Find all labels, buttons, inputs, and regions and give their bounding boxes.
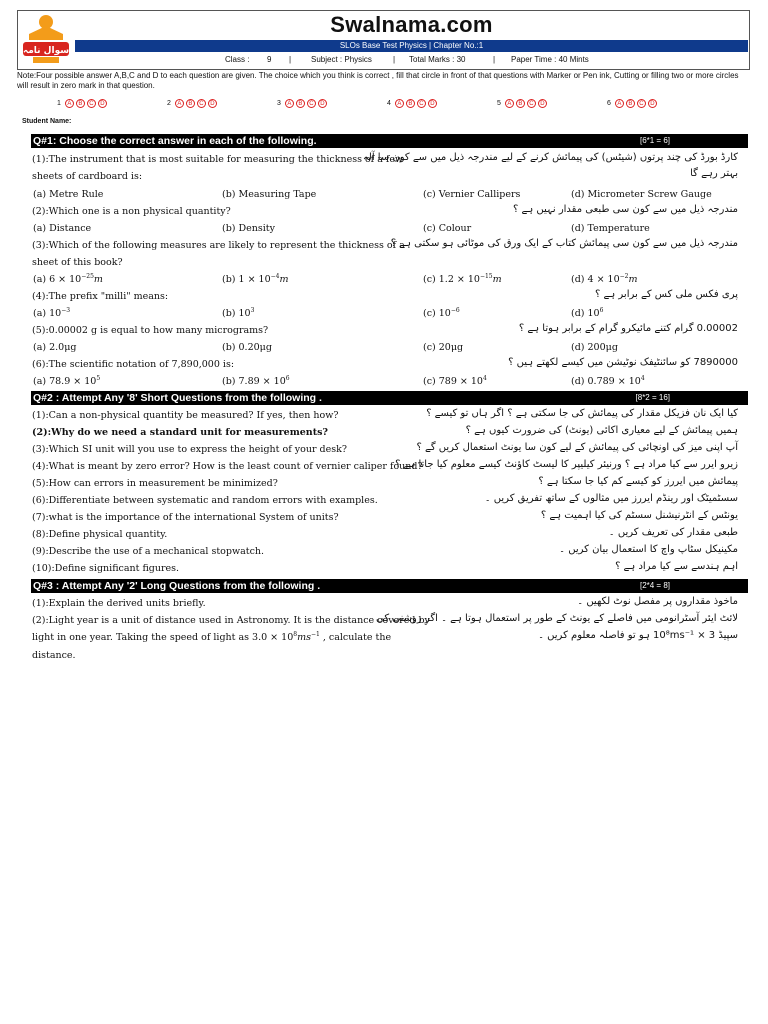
q2-header [31, 391, 748, 405]
option-a-base: (a) 78.9 × 10 [33, 376, 97, 387]
answer-bubble-b[interactable]: B [516, 99, 525, 108]
option-c-base: (c) 789 × 10 [423, 376, 483, 387]
q1-marks: [6*1 = 6] [639, 136, 670, 145]
q3-2-text-end: distance. [32, 650, 76, 661]
q1-5-urdu: 0.00002 گرام کتنے مائیکرو گرام کے برابر ہوتا ہے ؟ [518, 323, 738, 334]
q1-5-option-a[interactable]: (a) 2.0μg [33, 342, 77, 353]
option-a-exp: −25 [81, 272, 94, 280]
q2-item-text: (2):Why do we need a standard unit for measurements? [32, 427, 329, 438]
answer-bubble-b[interactable]: B [76, 99, 85, 108]
paper-time: Paper Time : 40 Mints [511, 55, 589, 64]
bubble-group-q5 [497, 97, 549, 109]
q1-3-text-cont: sheet of this book? [32, 257, 123, 268]
answer-bubble-d[interactable]: D [428, 99, 437, 108]
answer-bubble-c[interactable]: C [417, 99, 426, 108]
answer-bubble-b[interactable]: B [296, 99, 305, 108]
bubble-group-q1 [57, 97, 109, 109]
q1-5-option-c[interactable]: (c) 20μg [423, 342, 464, 353]
q3-2-text-cont [32, 632, 391, 644]
q3-2-urdu: لائٹ ایئر آسٹرانومی میں فاصلے کے یونٹ کے طور پر استعمال ہوتا ہے ۔ اگر روشنی کی [376, 613, 738, 624]
q2-item-text: (3):Which SI unit will you use to express the height of your desk? [32, 444, 347, 455]
q3-2-urdu-cont: سپیڈ 3 × 10⁸ms⁻¹ ہو تو فاصلہ معلوم کریں ۔ [538, 630, 738, 641]
option-c-base: (c) 10 [423, 308, 451, 319]
q1-3-option-a[interactable] [33, 274, 103, 286]
bubble-group-q4 [387, 97, 439, 109]
bubble-question-number: 4 [387, 99, 391, 107]
q3-2-unit: ms [297, 632, 311, 643]
swalnama-logo [19, 12, 73, 66]
q1-6-urdu: 7890000 کو سائنٹیفک نوٹیشن میں کیسے لکھتے ہیں ؟ [508, 357, 738, 368]
q1-1-option-c[interactable]: (c) Vernier Callipers [423, 189, 521, 200]
option-b-exp: −4 [270, 272, 280, 280]
q1-3-option-b[interactable] [222, 274, 289, 286]
test-subtitle-bar: SLOs Base Test Physics | Chapter No.:1 [75, 40, 748, 52]
answer-bubble-b[interactable]: B [626, 99, 635, 108]
q1-2-option-c[interactable]: (c) Colour [423, 223, 472, 234]
option-c-exp: −15 [479, 272, 493, 280]
q1-6-option-d[interactable] [571, 376, 645, 388]
q1-4-option-d[interactable] [571, 308, 603, 320]
q1-5-option-b[interactable]: (b) 0.20μg [222, 342, 272, 353]
answer-bubble-a[interactable]: A [615, 99, 624, 108]
bubble-question-number: 2 [167, 99, 171, 107]
q1-4-urdu: پری فکس ملی کس کے برابر ہے ؟ [595, 289, 738, 300]
answer-bubble-b[interactable]: B [406, 99, 415, 108]
q1-3-option-d[interactable] [571, 274, 638, 286]
q3-2-unit-exp: −1 [310, 630, 320, 638]
q3-2-exp: 8 [293, 630, 298, 638]
answer-bubble-a[interactable]: A [395, 99, 404, 108]
meta-separator: | [393, 55, 396, 64]
option-d-base: (d) 10 [571, 308, 600, 319]
answer-bubble-d[interactable]: D [208, 99, 217, 108]
q1-1-urdu: کارڈ بورڈ کی چند پرتوں (شیٹس) کی پیمائش کرنے کے لیے مندرجہ ذیل میں سے کون سا آلہ [362, 152, 738, 163]
answer-bubble-b[interactable]: B [186, 99, 195, 108]
answer-bubble-c[interactable]: C [637, 99, 646, 108]
answer-bubble-a[interactable]: A [175, 99, 184, 108]
q1-3-option-c[interactable] [423, 274, 502, 286]
option-c-exp: 4 [482, 374, 487, 382]
q3-title: Q#3 : Attempt Any '2' Long Questions from the following . [33, 580, 321, 592]
q1-6-option-a[interactable] [33, 376, 100, 388]
q2-item-urdu: پیمائش میں ایررز کو کیسے کم کیا جا سکتا ہے ؟ [538, 476, 738, 487]
svg-text:سوال نامہ: سوال نامہ [22, 46, 70, 56]
option-d-exp: −2 [619, 272, 629, 280]
q3-2-tail: , calculate the [319, 632, 392, 643]
answer-bubble-a[interactable]: A [65, 99, 74, 108]
option-b-unit: m [279, 274, 289, 285]
q3-2-text: (2):Light year is a unit of distance used in Astronomy. It is the distance covered by [32, 615, 430, 626]
q1-6-option-b[interactable] [222, 376, 290, 388]
answer-bubble-d[interactable]: D [648, 99, 657, 108]
option-d-exp: 6 [599, 306, 604, 314]
q1-3-urdu: مندرجہ ذیل میں سے کون سی پیمائش کتاب کے ایک ورق کی موٹائی ہو سکتی ہے ؟ [390, 238, 738, 249]
q2-item-text: (9):Describe the use of a mechanical stopwatch. [32, 546, 265, 557]
option-a-exp: 5 [96, 374, 101, 382]
q2-item-urdu: اہم ہندسے سے کیا مراد ہے ؟ [615, 561, 738, 572]
bubble-group-q3 [277, 97, 329, 109]
q1-header [31, 134, 748, 148]
option-b-exp: 6 [285, 374, 290, 382]
bubble-group-q2 [167, 97, 219, 109]
answer-bubble-a[interactable]: A [285, 99, 294, 108]
q1-4-option-c[interactable] [423, 308, 460, 320]
q1-1-text: (1):The instrument that is most suitable for measuring the thickness of a few [32, 154, 404, 165]
q2-item-urdu: کیا ایک نان فزیکل مقدار کی پیمائش کی جا سکتی ہے ؟ اگر ہاں تو کیسے ؟ [426, 408, 738, 419]
bubble-group-q6 [607, 97, 659, 109]
answer-bubble-c[interactable]: C [197, 99, 206, 108]
q2-item-urdu: طبعی مقدار کی تعریف کریں ۔ [608, 527, 738, 538]
answer-bubble-d[interactable]: D [538, 99, 547, 108]
q3-1-urdu: ماخوذ مقداروں پر مفصل نوٹ لکھیں ۔ [577, 596, 738, 607]
answer-bubble-d[interactable]: D [98, 99, 107, 108]
meta-separator: | [493, 55, 496, 64]
q1-4-option-a[interactable] [33, 308, 70, 320]
q2-item-urdu: یونٹس کے انٹرنیشنل سسٹم کی کیا اہمیت ہے ؟ [540, 510, 738, 521]
q2-marks: [8*2 = 16] [635, 393, 670, 402]
q2-item-text: (4):What is meant by zero error? How is the least count of vernier caliper found? [32, 461, 423, 472]
answer-bubble-c[interactable]: C [87, 99, 96, 108]
bubble-question-number: 3 [277, 99, 281, 107]
q3-marks: [2*4 = 8] [639, 581, 670, 590]
option-b-base: (b) 1 × 10 [222, 274, 271, 285]
q1-4-option-b[interactable] [222, 308, 254, 320]
test-meta-row [75, 55, 748, 67]
q1-6-text: (6):The scientific notation of 7,890,000 is: [32, 359, 235, 370]
q1-1-option-a[interactable]: (a) Metre Rule [33, 189, 104, 200]
q1-1-option-b[interactable]: (b) Measuring Tape [222, 189, 317, 200]
q2-item-text: (7):what is the importance of the international System of units? [32, 512, 339, 523]
option-a-base: (a) 10 [33, 308, 62, 319]
bubble-question-number: 1 [57, 99, 61, 107]
q3-1-text: (1):Explain the derived units briefly. [32, 598, 206, 609]
option-d-base: (d) 4 × 10 [571, 274, 620, 285]
q1-title: Q#1: Choose the correct answer in each of the following. [33, 135, 317, 147]
q1-2-option-d[interactable]: (d) Temperature [571, 223, 650, 234]
option-c-unit: m [492, 274, 502, 285]
option-c-base: (c) 1.2 × 10 [423, 274, 480, 285]
site-title: Swalnama.com [330, 12, 493, 37]
option-d-unit: m [628, 274, 638, 285]
q2-item-text: (8):Define physical quantity. [32, 529, 168, 540]
q2-title: Q#2 : Attempt Any '8' Short Questions from the following . [33, 392, 322, 404]
option-d-exp: 4 [640, 374, 645, 382]
q1-2-urdu: مندرجہ ذیل میں سے کون سی طبعی مقدار نہیں ہے ؟ [512, 204, 738, 215]
option-a-exp: −3 [61, 306, 71, 314]
total-marks: Total Marks : 30 [409, 55, 466, 64]
option-a-unit: m [93, 274, 103, 285]
bubble-question-number: 6 [607, 99, 611, 107]
q1-1-option-d[interactable]: (d) Micrometer Screw Gauge [571, 189, 712, 200]
class-label: Class : [225, 55, 250, 64]
q2-item-urdu: مکینیکل سٹاپ واچ کا استعمال بیان کریں ۔ [559, 544, 738, 555]
answer-bubble-a[interactable]: A [505, 99, 514, 108]
q2-item-text: (1):Can a non-physical quantity be measured? If yes, then how? [32, 410, 339, 421]
q1-5-option-d[interactable]: (d) 200μg [571, 342, 618, 353]
answer-bubble-d[interactable]: D [318, 99, 327, 108]
q1-1-urdu-cont: بہتر رہے گا [690, 168, 738, 179]
q2-item-urdu: زیرو ایرر سے کیا مراد ہے ؟ ورنیئر کیلیپر کا لیسٹ کاؤنٹ کیسے معلوم کیا جاتا ہے ؟ [395, 459, 738, 470]
q2-item-urdu: ہمیں پیمائش کے لیے معیاری اکائی (یونٹ) کی ضرورت کیوں ہے ؟ [465, 425, 738, 436]
answer-bubble-c[interactable]: C [527, 99, 536, 108]
subject-label: Subject : Physics [311, 55, 372, 64]
option-a-base: (a) 6 × 10 [33, 274, 82, 285]
bubble-question-number: 5 [497, 99, 501, 107]
q1-2-option-b[interactable]: (b) Density [222, 223, 275, 234]
q1-5-text: (5):0.00002 g is equal to how many micrograms? [32, 325, 269, 336]
option-b-exp: 3 [250, 306, 255, 314]
answer-bubble-c[interactable]: C [307, 99, 316, 108]
q2-item-text: (6):Differentiate between systematic and random errors with examples. [32, 495, 378, 506]
q2-item-text: (5):How can errors in measurement be minimized? [32, 478, 278, 489]
q1-1-text-cont: sheets of cardboard is: [32, 171, 143, 182]
option-b-base: (b) 10 [222, 308, 251, 319]
option-b-base: (b) 7.89 × 10 [222, 376, 286, 387]
instructions-note: Note:Four possible answer A,B,C and D to each question are given. The choice which you think is correct , fill that circle in front of that questions with Marker or Pen ink, Cutting or filling two or more circles will result in zero mark in that question. [17, 71, 739, 90]
q1-6-option-c[interactable] [423, 376, 487, 388]
q3-header [31, 579, 748, 593]
q1-4-text: (4):The prefix "milli" means: [32, 291, 169, 302]
q2-item-urdu: سسٹمیٹک اور رینڈم ایررز میں مثالوں کے ساتھ تفریق کریں ۔ [484, 493, 738, 504]
option-c-exp: −6 [450, 306, 460, 314]
q2-item-text: (10):Define significant figures. [32, 563, 180, 574]
q1-2-option-a[interactable]: (a) Distance [33, 223, 92, 234]
q1-3-text: (3):Which of the following measures are likely to represent the thickness of a [32, 240, 405, 251]
q3-2-line2: light in one year. Taking the speed of light as 3.0 × 10 [32, 632, 294, 643]
class-value: 9 [267, 55, 272, 64]
option-d-base: (d) 0.789 × 10 [571, 376, 641, 387]
meta-separator: | [289, 55, 292, 64]
q2-item-urdu: آپ اپنی میز کی اونچائی کی پیمائش کے لیے کون سا یونٹ استعمال کریں گے ؟ [416, 442, 738, 453]
q1-2-text: (2):Which one is a non physical quantity? [32, 206, 231, 217]
student-name-label: Student Name: [22, 118, 72, 125]
